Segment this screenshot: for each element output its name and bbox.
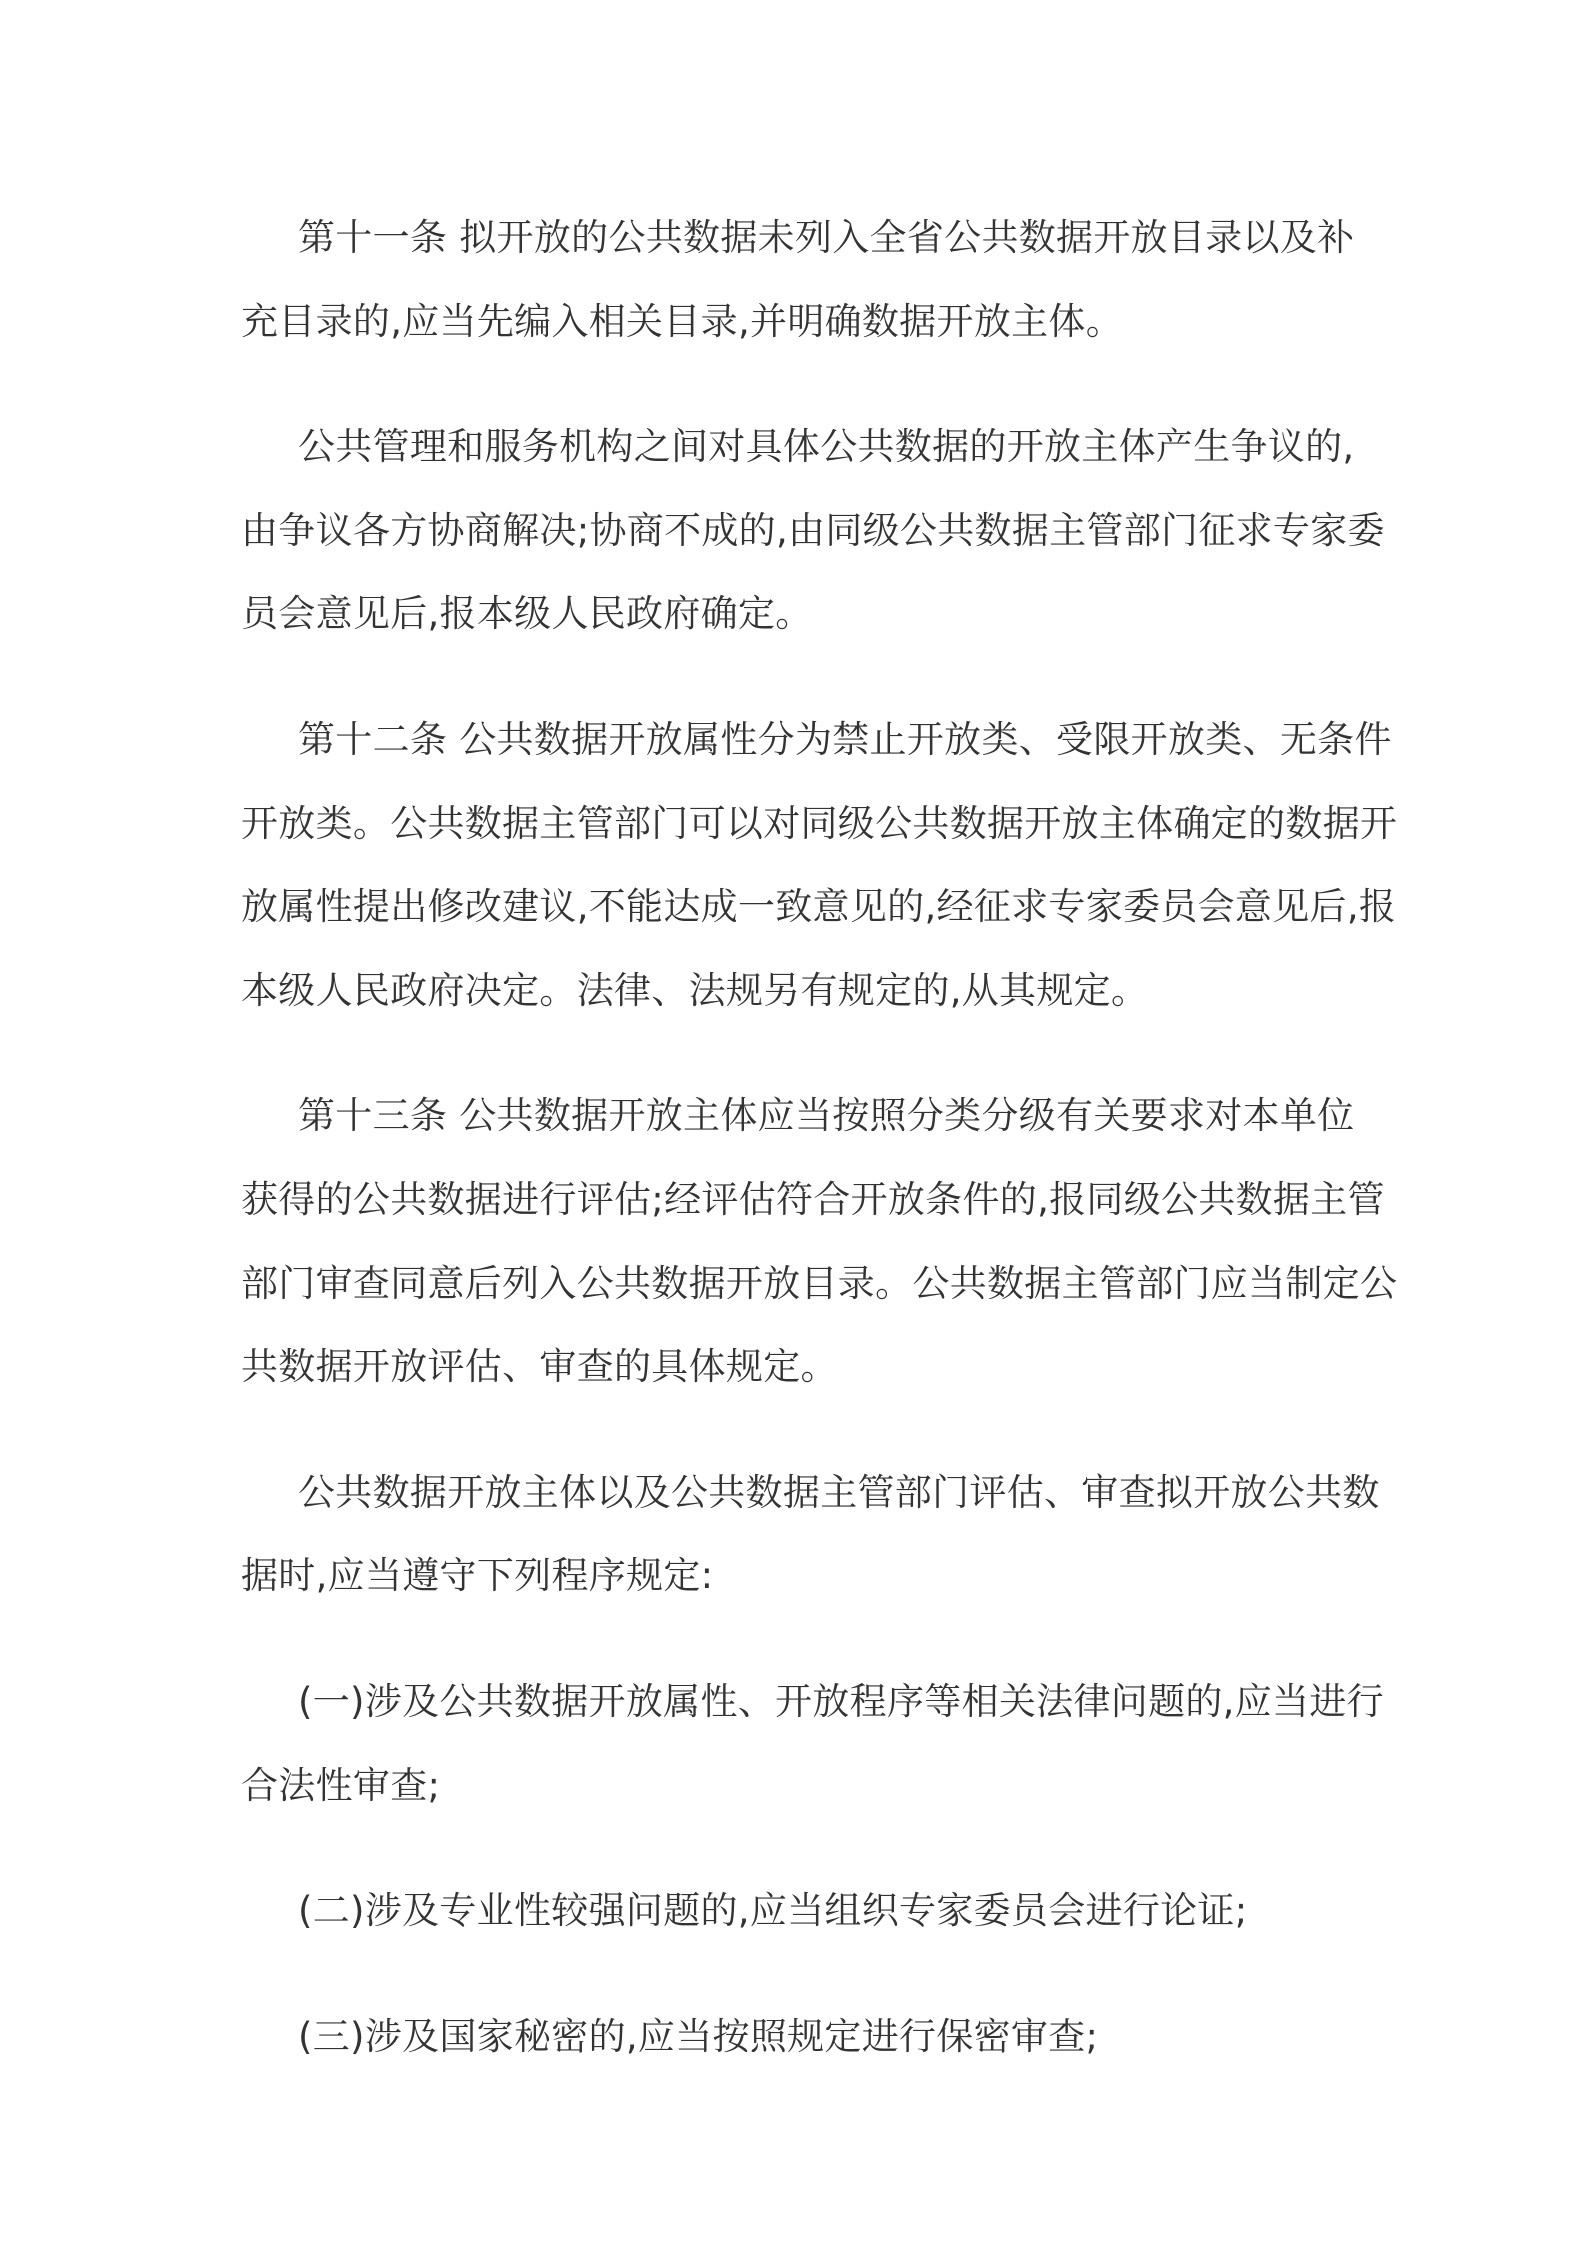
text-line: (一)涉及公共数据开放属性、开放程序等相关法律问题的,应当进行 [298,1679,1384,1723]
paragraph-dispute [241,405,1385,656]
list-item-3 [241,1995,1361,2079]
paragraph-article-12 [241,698,1398,1032]
text-line: 第十二条 公共数据开放属性分为禁止开放类、受限开放类、无条件 [298,717,1392,761]
text-line: 由争议各方协商解决;协商不成的,由同级公共数据主管部门征求专家委 [241,508,1385,552]
text-line: 共数据开放评估、审查的具体规定。 [241,1345,838,1389]
paragraph-procedures [241,1451,1380,1618]
text-line: (三)涉及国家秘密的,应当按照规定进行保密审查; [298,2014,1099,2058]
document-body [241,196,1398,2120]
text-line: 开放类。公共数据主管部门可以对同级公共数据开放主体确定的数据开 [241,801,1398,845]
text-line: 据时,应当遵守下列程序规定: [241,1554,714,1598]
paragraph-article-13 [241,1074,1398,1408]
list-item-2 [241,1869,1361,1953]
text-line: 合法性审查; [241,1763,441,1807]
text-line: (二)涉及专业性较强问题的,应当组织专家委员会进行论证; [298,1889,1248,1933]
text-line: 公共数据开放主体以及公共数据主管部门评估、审查拟开放公共数 [298,1470,1380,1514]
paragraph-article-11 [241,196,1361,363]
text-line: 本级人民政府决定。法律、法规另有规定的,从其规定。 [241,968,1149,1012]
text-line: 公共管理和服务机构之间对具体公共数据的开放主体产生争议的, [298,425,1355,469]
text-line: 放属性提出修改建议,不能达成一致意见的,经征求专家委员会意见后,报 [241,885,1397,929]
list-item-1 [241,1660,1384,1827]
text-line: 充目录的,应当先编入相关目录,并明确数据开放主体。 [241,299,1124,343]
text-line: 第十一条 拟开放的公共数据未列入全省公共数据开放目录以及补 [298,216,1355,259]
text-line: 员会意见后,报本级人民政府确定。 [241,592,813,636]
text-line: 第十三条 公共数据开放主体应当按照分类分级有关要求对本单位 [298,1094,1355,1138]
text-line: 部门审查同意后列入公共数据开放目录。公共数据主管部门应当制定公 [241,1261,1398,1305]
text-line: 获得的公共数据进行评估;经评估符合开放条件的,报同级公共数据主管 [241,1177,1385,1221]
